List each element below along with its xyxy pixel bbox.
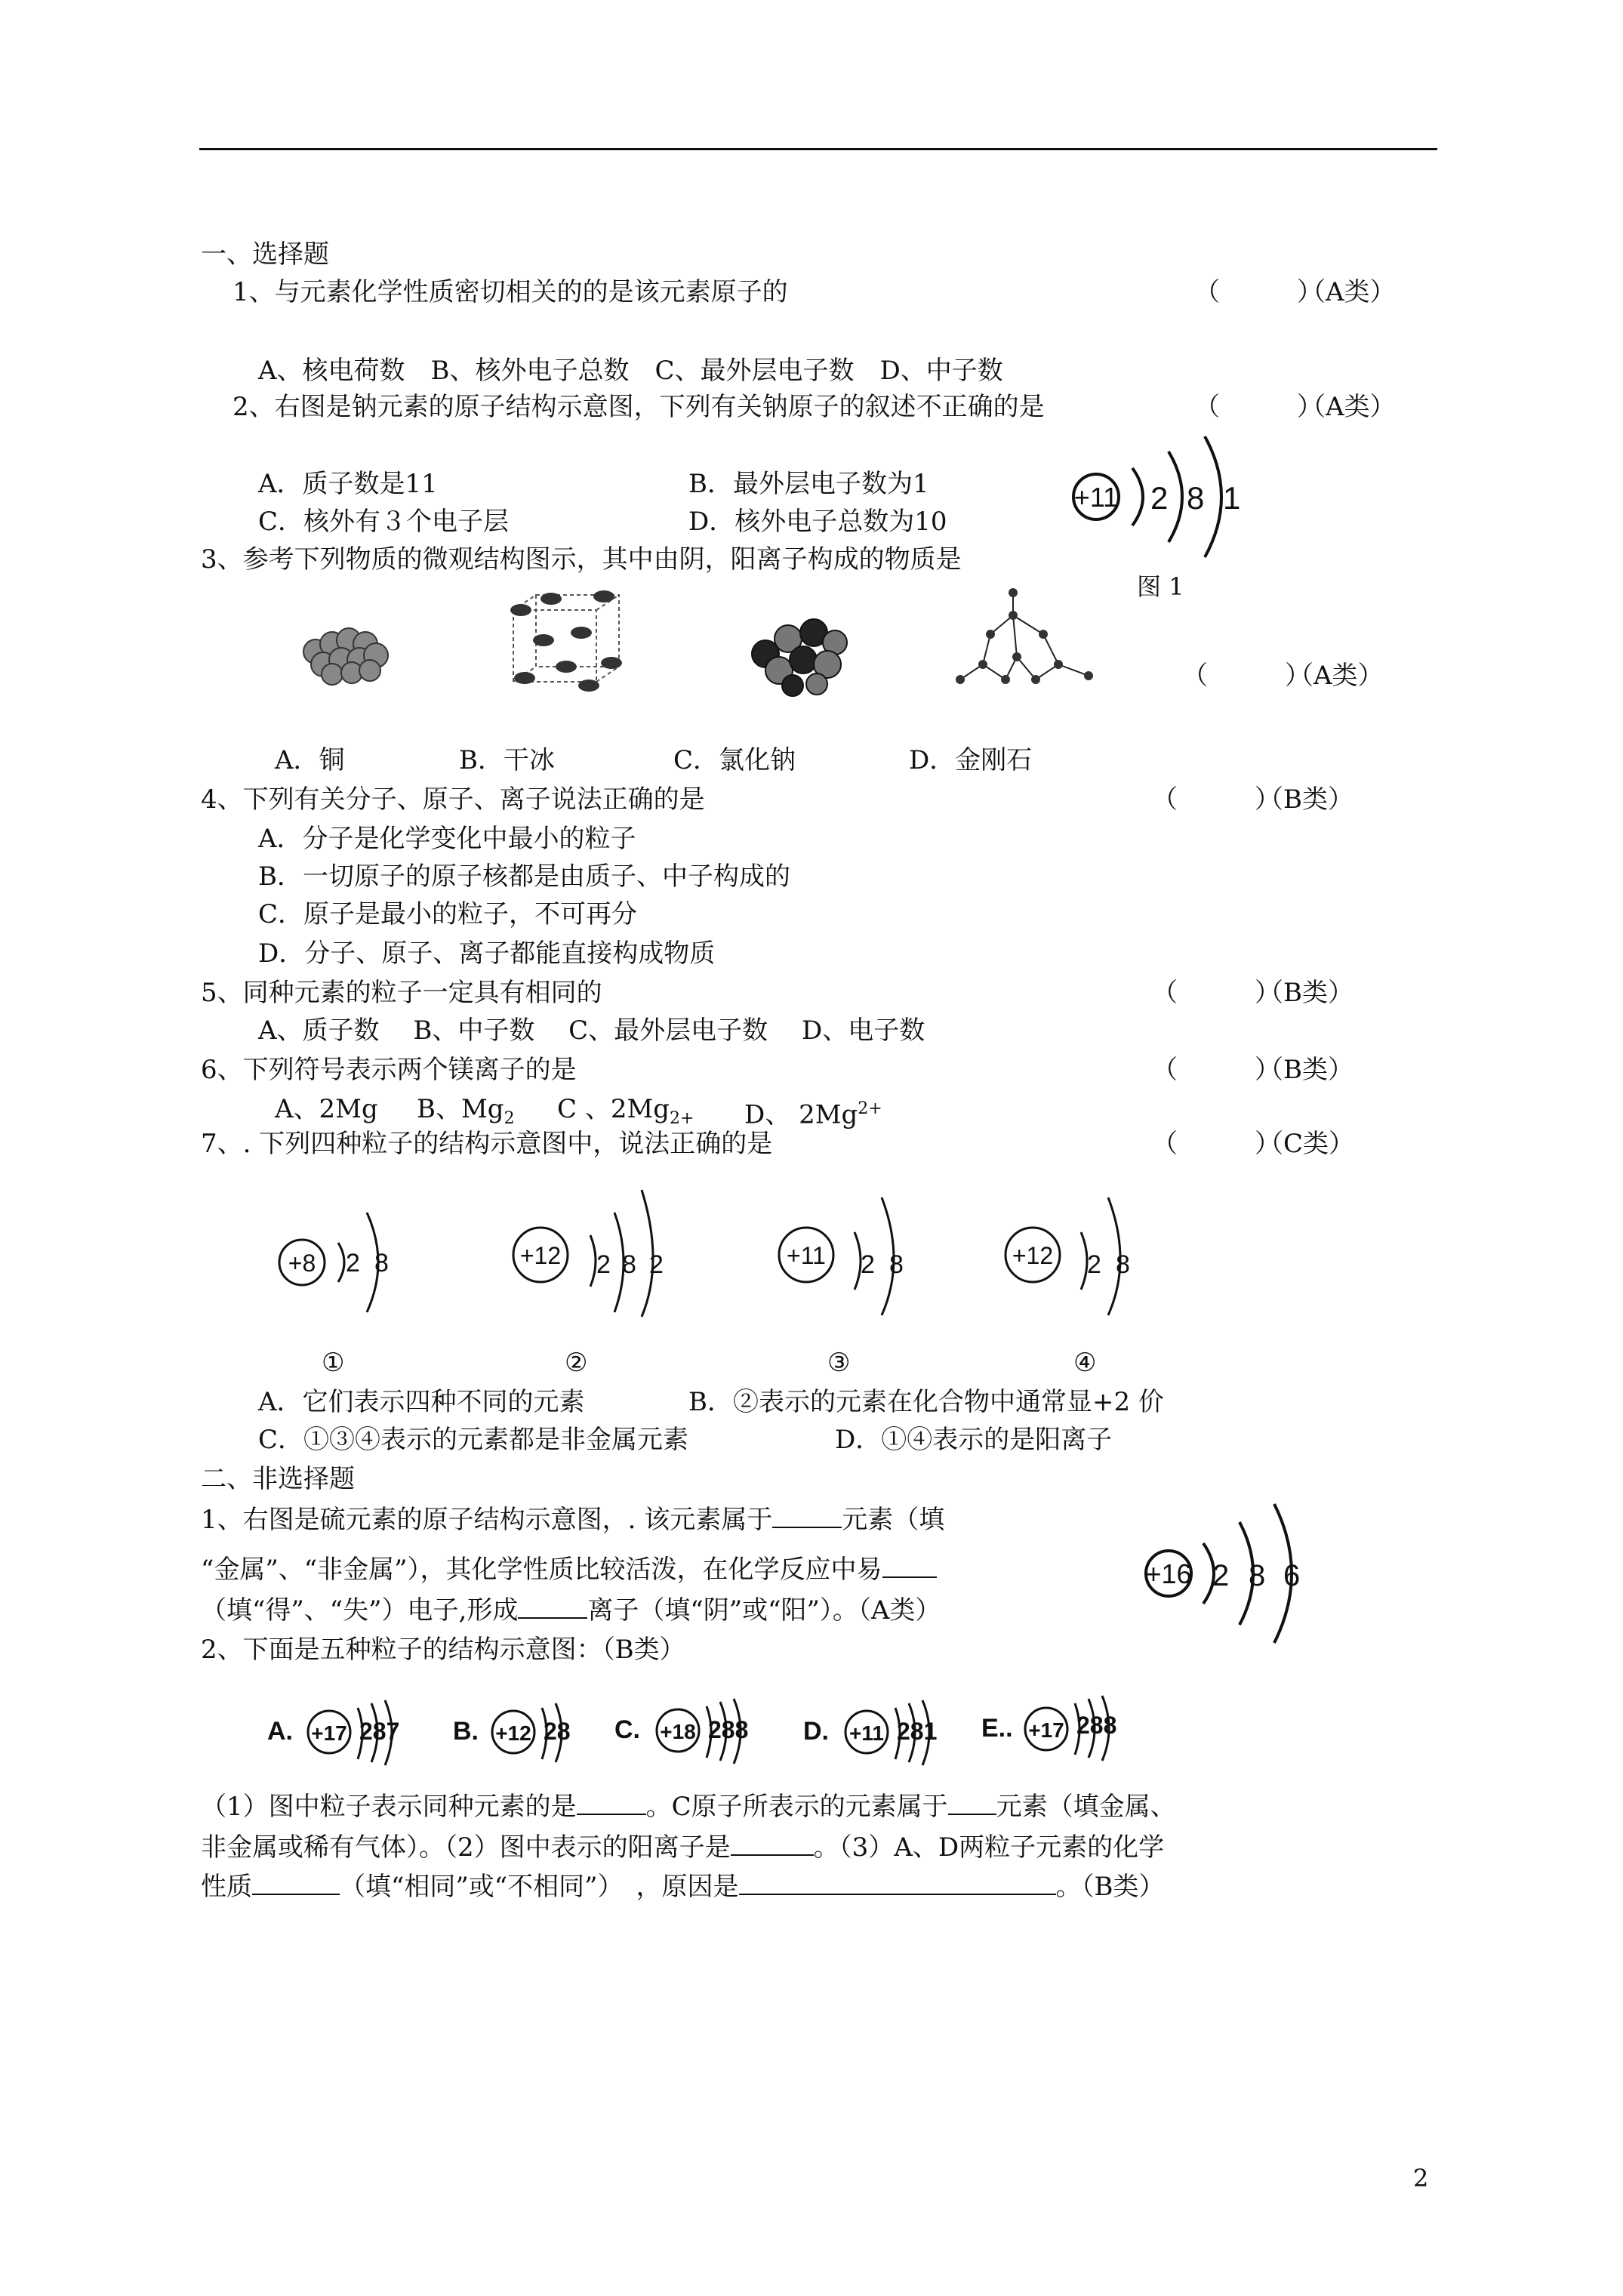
s2q2-diagram-c xyxy=(611,1690,762,1768)
q5-category: （B类） xyxy=(1258,978,1354,1008)
svg-text:287: 287 xyxy=(359,1718,400,1745)
s2q2-diagram-d xyxy=(800,1691,951,1770)
q5-options: A、质子数 B、中子数 C、最外层电子数 D、电子数 xyxy=(258,1015,925,1046)
svg-text:288: 288 xyxy=(708,1716,749,1743)
q2-option-c: C．核外有３个电子层 xyxy=(258,507,510,537)
q4-option-b: B．一切原子的原子核都是由质子、中子构成的 xyxy=(258,861,790,892)
q6-stem: 6、下列符号表示两个镁离子的是 xyxy=(201,1055,577,1085)
q3-category: （A类） xyxy=(1288,661,1384,691)
q4-option-a: A．分子是化学变化中最小的粒子 xyxy=(258,824,636,854)
q1-options: A、核电荷数 B、核外电子总数 C、最外层电子数 D、中子数 xyxy=(258,356,1003,386)
sulfur-shell-2: 8 xyxy=(1249,1559,1266,1592)
q4-option-d: D．分子、原子、离子都能直接构成物质 xyxy=(258,938,716,969)
svg-text:+12: +12 xyxy=(1012,1242,1054,1269)
svg-text:+11: +11 xyxy=(849,1721,884,1745)
q6-option-a: A、2Mg xyxy=(275,1094,378,1124)
svg-text:B.: B. xyxy=(453,1717,479,1746)
q7-bracket: （ ） xyxy=(1152,1129,1280,1159)
page-number: 2 xyxy=(1413,2164,1429,2193)
s2q1-line2: “金属”、“非金属”），其化学性质比较活泼，在化学反应中易 xyxy=(201,1554,937,1586)
sodium-shell-3: 1 xyxy=(1223,480,1241,516)
q3-stem: 3、参考下列物质的微观结构图示，其中由阴，阳离子构成的物质是 xyxy=(201,544,962,575)
q1-bracket: （ ） xyxy=(1194,277,1323,307)
svg-text:2: 2 xyxy=(596,1250,611,1279)
section2-heading: 二、非选择题 xyxy=(201,1464,355,1494)
svg-text:A.: A. xyxy=(267,1717,293,1746)
s2q2-diagram-e xyxy=(978,1688,1144,1767)
section1-heading: 一、选择题 xyxy=(201,239,329,270)
svg-text:+11: +11 xyxy=(787,1242,826,1269)
svg-text:+17: +17 xyxy=(1028,1718,1064,1742)
q6-option-d: D、 $2Mg^{2+}$ xyxy=(744,1099,882,1130)
svg-text:+12: +12 xyxy=(519,1242,562,1269)
dry-ice-structure-image xyxy=(498,587,634,701)
svg-text:2: 2 xyxy=(649,1250,664,1279)
svg-text:28: 28 xyxy=(544,1718,571,1745)
q3-option-d: D．金刚石 xyxy=(909,745,1033,775)
svg-text:288: 288 xyxy=(1076,1712,1117,1739)
q7-stem: 7、. 下列四种粒子的结构示意图中，说法正确的是 xyxy=(201,1129,773,1159)
sulfur-atom-diagram xyxy=(1134,1499,1315,1647)
svg-text:C.: C. xyxy=(614,1715,640,1744)
q7-label-2: ② xyxy=(565,1348,588,1378)
svg-text:+8: +8 xyxy=(288,1250,316,1277)
s2q2-line3: 性质 （填“相同”或“不相同”） ，原因是 。（B类） xyxy=(201,1872,1165,1902)
s2q2-line2: 非金属或稀有气体）。（2）图中表示的阳离子是 。（3）A、D两粒子元素的化学 xyxy=(201,1832,1165,1863)
q7-category: （C类） xyxy=(1258,1129,1355,1159)
q3-option-c: C．氯化钠 xyxy=(673,745,796,775)
q4-category: （B类） xyxy=(1258,784,1354,815)
q1-category: （A类） xyxy=(1300,277,1396,307)
svg-text:+17: +17 xyxy=(311,1721,347,1745)
q3-option-b: B．干冰 xyxy=(459,745,555,775)
q2-option-d: D．核外电子总数为10 xyxy=(688,507,947,537)
q7-option-c: C．①③④表示的元素都是非金属元素 xyxy=(258,1425,689,1455)
s2q2-line1: （1）图中粒子表示同种元素的是 。C原子所表示的元素属于 元素（填金属、 xyxy=(201,1792,1176,1822)
sodium-chloride-structure-image xyxy=(744,601,858,699)
svg-text:8: 8 xyxy=(622,1250,636,1279)
q6-option-b: B、$Mg_2$ xyxy=(417,1094,515,1128)
q4-bracket: （ ） xyxy=(1152,784,1280,815)
svg-text:8: 8 xyxy=(889,1250,904,1279)
q7-diagram-1 xyxy=(272,1182,423,1318)
q3-option-a: A．铜 xyxy=(275,745,345,775)
q7-option-a: A．它们表示四种不同的元素 xyxy=(258,1387,585,1417)
q2-bracket: （ ） xyxy=(1194,392,1323,422)
q4-option-c: C．原子是最小的粒子，不可再分 xyxy=(258,899,638,929)
svg-text:+12: +12 xyxy=(495,1721,531,1745)
sulfur-shell-3: 6 xyxy=(1283,1559,1301,1592)
s2q2-diagram-b xyxy=(450,1693,586,1768)
q7-diagram-4 xyxy=(993,1182,1152,1318)
q6-option-c: C 、$2Mg_{2+}$ xyxy=(557,1094,694,1128)
svg-text:8: 8 xyxy=(1116,1250,1130,1279)
svg-text:8: 8 xyxy=(374,1249,389,1277)
q4-stem: 4、下列有关分子、原子、离子说法正确的是 xyxy=(201,784,705,815)
s2q2-diagram-a xyxy=(264,1693,415,1768)
sodium-shell-1: 2 xyxy=(1150,480,1169,516)
q7-label-3: ③ xyxy=(827,1348,851,1378)
q6-bracket: （ ） xyxy=(1152,1055,1280,1085)
svg-text:D.: D. xyxy=(803,1717,829,1746)
sodium-nucleus: +11 xyxy=(1073,482,1119,513)
q7-option-d: D．①④表示的是阳离子 xyxy=(835,1425,1113,1455)
sodium-shell-2: 8 xyxy=(1187,480,1205,516)
q7-diagram-3 xyxy=(767,1182,925,1318)
q6-category: （B类） xyxy=(1258,1055,1354,1085)
sulfur-shell-1: 2 xyxy=(1212,1559,1230,1592)
q7-option-b: B．②表示的元素在化合物中通常显+2 价 xyxy=(688,1387,1164,1417)
q2-category: （A类） xyxy=(1300,392,1396,422)
q2-option-a: A．质子数是11 xyxy=(258,469,438,499)
q2-stem: 2、右图是钠元素的原子结构示意图，下列有关钠原子的叙述不正确的是 xyxy=(233,392,1045,422)
figure-1-caption: 图 1 xyxy=(1137,572,1184,601)
q5-stem: 5、同种元素的粒子一定具有相同的 xyxy=(201,978,602,1008)
q7-label-4: ④ xyxy=(1073,1348,1097,1378)
svg-text:E..: E.. xyxy=(981,1714,1013,1743)
s2q1-line3: （填“得”、“失”）电子,形成 离子（填“阴”或“阳”）。（A类） xyxy=(201,1595,941,1626)
q5-bracket: （ ） xyxy=(1152,978,1280,1008)
sodium-atom-diagram xyxy=(1057,423,1253,574)
q7-label-1: ① xyxy=(322,1348,345,1378)
diamond-structure-image xyxy=(953,581,1104,702)
q2-option-b: B．最外层电子数为1 xyxy=(688,469,929,499)
header-rule xyxy=(199,148,1437,150)
copper-structure-image xyxy=(293,610,399,686)
q3-bracket: （ ） xyxy=(1182,661,1310,691)
s2q1-line1: 1、右图是硫元素的原子结构示意图，. 该元素属于 元素（填 xyxy=(201,1505,945,1535)
sulfur-nucleus: +16 xyxy=(1145,1558,1192,1589)
svg-text:2: 2 xyxy=(1087,1250,1101,1279)
q1-stem: 1、与元素化学性质密切相关的的是该元素原子的 xyxy=(233,277,788,307)
svg-text:2: 2 xyxy=(861,1250,875,1279)
svg-text:2: 2 xyxy=(346,1249,360,1277)
q7-diagram-2 xyxy=(501,1182,682,1318)
s2q2-stem: 2、下面是五种粒子的结构示意图：（B类） xyxy=(201,1635,685,1665)
svg-text:+18: +18 xyxy=(660,1720,696,1743)
svg-text:281: 281 xyxy=(897,1718,938,1745)
